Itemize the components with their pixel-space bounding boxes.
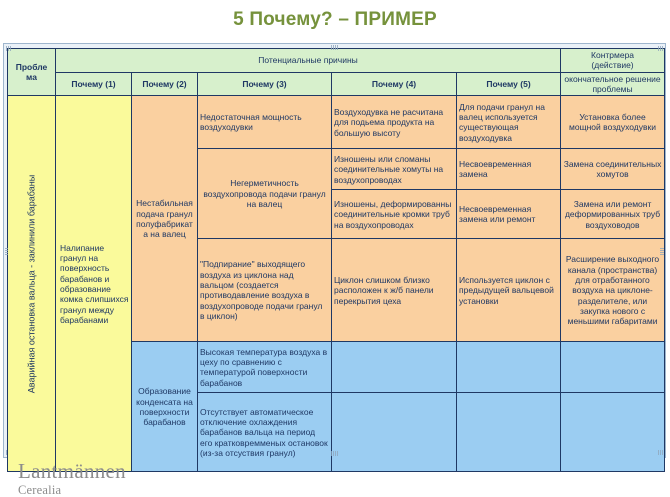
why1-cell: Налипание гранул на поверхность барабанов и образование комка слипшихся гранул между барабанами: [56, 96, 132, 472]
why4-cell: [332, 393, 457, 472]
five-why-table: [7, 48, 665, 472]
resize-handle-bottom[interactable]: [331, 451, 338, 456]
problem-label: Аварийная остановка вальца - заклинили барабаны: [26, 174, 37, 394]
resize-handle-top-right[interactable]: [658, 46, 663, 51]
header-countermeasure-line1: Контрмера: [591, 50, 635, 60]
resize-handle-right[interactable]: [660, 248, 664, 255]
why4-cell: Изношены, деформированны соединительные кромки труб на воздухопроводах: [332, 190, 457, 239]
brand-logo: [18, 461, 126, 497]
why5-cell: Несвоевременная замена или ремонт: [457, 190, 561, 239]
countermeasure-cell: Расширение выходного канала (пространства) для отработанного воздуха на циклоне-разделителе, или закупка нового с меньшими габаритами: [561, 239, 665, 342]
why2-cell-branch-1: Нестабильная подача гранул полуфабриката на валец: [132, 96, 198, 342]
why5-cell: Для подачи гранул на валец используется существующая воздуходувка: [457, 96, 561, 149]
countermeasure-cell: Замена или ремонт деформированных труб воздуховодов: [561, 190, 665, 239]
page-title: 5 Почему? – ПРИМЕР: [233, 9, 437, 30]
table-header-row-1: [8, 49, 665, 73]
header-countermeasure: [561, 49, 665, 73]
embedded-table-object[interactable]: [3, 43, 666, 458]
header-problem-line1: Пробле: [15, 61, 48, 72]
countermeasure-cell: Замена соединительных хомутов: [561, 149, 665, 190]
why4-cell: Воздуходувка не расчитана для подьема продукта на большую высоту: [332, 96, 457, 149]
header-countermeasure-line2: (действие): [591, 60, 634, 71]
why3-cell: Отсутствует автоматическое отключение охлаждения барабанов вальца на период его кратковремменых остановок (из-за отсуствия гранул): [198, 393, 332, 472]
problem-cell: [8, 96, 56, 472]
why2-cell-branch-2: Образование конденсата на поверхности барабанов: [132, 342, 198, 472]
header-why-1: Почему (1): [56, 72, 132, 96]
why5-cell: [457, 393, 561, 472]
header-problem: [8, 49, 56, 96]
header-why-2: Почему (2): [132, 72, 198, 96]
countermeasure-cell: Установка более мощной воздуходувки: [561, 96, 665, 149]
header-why-3: Почему (3): [198, 72, 332, 96]
why4-cell: [332, 342, 457, 393]
why5-cell: Несвоевременная замена: [457, 149, 561, 190]
why4-cell: Циклон слишком близко расположен к ж/б панели перекрытия цеха: [332, 239, 457, 342]
why4-cell: Изношены или сломаны соединительные хомуты на воздухопроводах: [332, 149, 457, 190]
header-countermeasure-sub: окончательное решение проблемы: [561, 72, 665, 96]
header-problem-line2: ма: [26, 72, 37, 83]
why5-cell: [457, 342, 561, 393]
header-why-5: Почему (5): [457, 72, 561, 96]
why3-cell: Недостаточная мощность воздуходувки: [198, 96, 332, 149]
why3-cell: Негерметичность воздухопровода подачи гранул на валец: [198, 149, 332, 239]
resize-handle-top-left[interactable]: [6, 46, 11, 51]
logo-secondary-text: Cerealia: [18, 483, 62, 497]
why3-cell: "Подпирание" выходящего воздуха из циклона над вальцом (создается противодавление воздуха в воздухопроводе подачи гранул в циклон): [198, 239, 332, 342]
countermeasure-cell: [561, 393, 665, 472]
countermeasure-cell: [561, 342, 665, 393]
why5-cell: Используется циклон с предыдущей вальцевой установки: [457, 239, 561, 342]
resize-handle-bottom-right[interactable]: [658, 450, 663, 455]
header-why-4: Почему (4): [332, 72, 457, 96]
resize-handle-top[interactable]: [331, 45, 338, 50]
table-row: [8, 96, 665, 149]
logo-primary-text: Lantmännen: [18, 459, 126, 483]
why3-cell: Высокая температура воздуха в цеху по сравнению с температурой поверхности барабанов: [198, 342, 332, 393]
header-potential-causes: Потенциальные причины: [56, 49, 561, 73]
table-header-row-2: [8, 72, 665, 96]
